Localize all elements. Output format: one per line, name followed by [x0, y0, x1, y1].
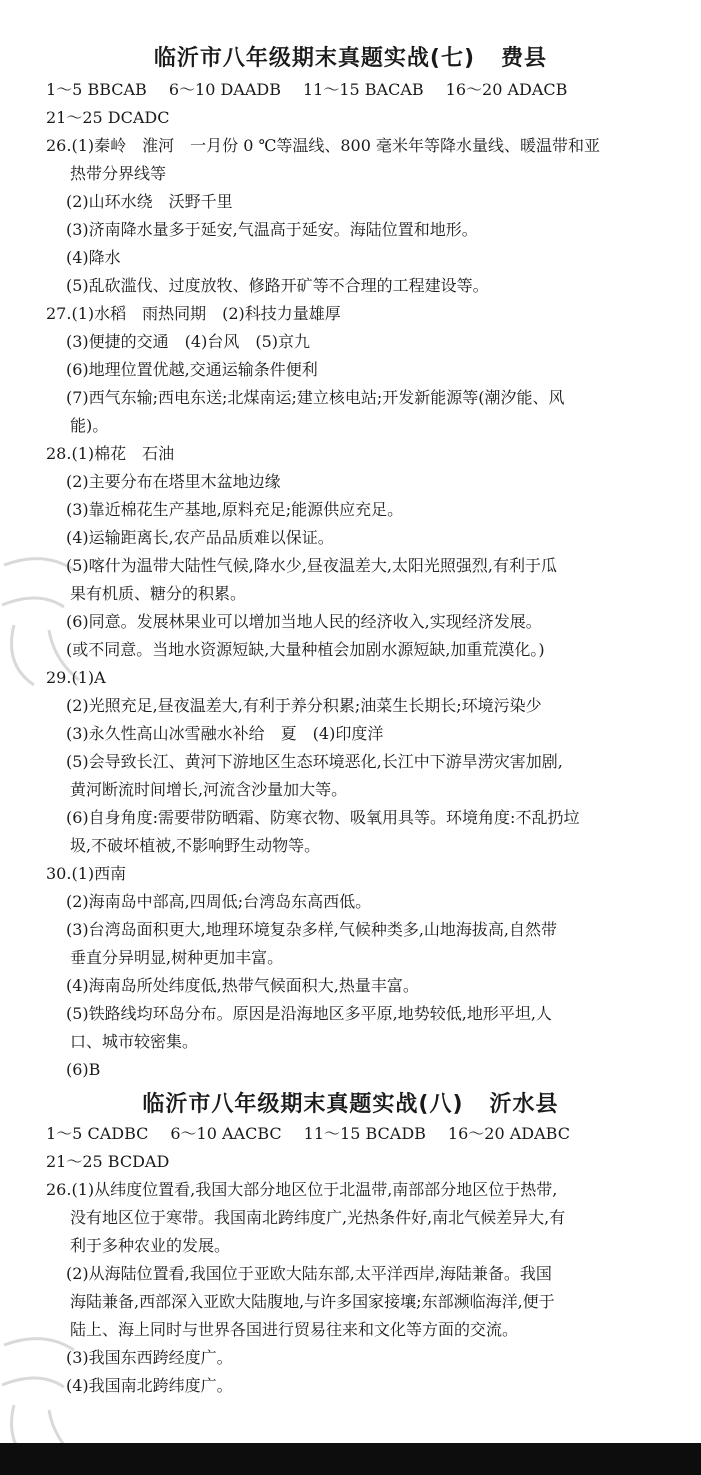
- mc-group: 1～5 CADBC: [46, 1124, 149, 1143]
- answer-line: (3)济南降水量多于延安,气温高于延安。海陆位置和地形。: [66, 220, 478, 239]
- answer-line: 28.(1)棉花 石油: [46, 444, 175, 463]
- section-7-title-text: 临沂市八年级期末真题实战(七): [153, 46, 476, 71]
- answer-line: (4)运输距离长,农产品品质难以保证。: [66, 528, 334, 547]
- section-8-county: 沂水县: [489, 1092, 559, 1117]
- section-7-mc-row-2: 21～25 DCADC: [46, 108, 170, 127]
- section-8-title: [0, 1090, 701, 1120]
- answer-line: (6)自身角度:需要带防晒霜、防寒衣物、吸氧用具等。环境角度:不乱扔垃: [66, 808, 580, 827]
- answer-line: 垂直分异明显,树种更加丰富。: [70, 948, 284, 967]
- section-7-mc-row: [46, 79, 589, 101]
- answer-line: 没有地区位于寒带。我国南北跨纬度广,光热条件好,南北气候差异大,有: [70, 1208, 566, 1227]
- answer-line: (4)海南岛所处纬度低,热带气候面积大,热量丰富。: [66, 976, 419, 995]
- answer-line: (2)主要分布在塔里木盆地边缘: [66, 472, 281, 491]
- answer-line: (2)海南岛中部高,四周低;台湾岛东高西低。: [66, 892, 372, 911]
- mc-group: 16～20 ADABC: [447, 1124, 570, 1143]
- mc-group: 6～10 DAADB: [168, 80, 281, 99]
- section-8-mc-row-2: 21～25 BCDAD: [46, 1152, 170, 1171]
- answer-line: 圾,不破坏植被,不影响野生动物等。: [70, 836, 321, 855]
- answer-line: (6)B: [66, 1060, 101, 1079]
- mc-group: 11～15 BCADB: [303, 1124, 426, 1143]
- answer-line: (4)降水: [66, 248, 121, 267]
- answer-line: (5)会导致长江、黄河下游地区生态环境恶化,长江中下游旱涝灾害加剧,: [66, 752, 563, 771]
- section-7-county: 费县: [501, 46, 548, 71]
- answer-line: 27.(1)水稻 雨热同期 (2)科技力量雄厚: [46, 304, 341, 323]
- answer-line: (3)永久性高山冰雪融水补给 夏 (4)印度洋: [66, 724, 384, 743]
- section-7-title: [0, 44, 701, 74]
- answer-line: (3)我国东西跨经度广。: [66, 1348, 233, 1367]
- answer-line: (3)台湾岛面积更大,地理环境复杂多样,气候种类多,山地海拔高,自然带: [66, 920, 558, 939]
- answer-line: (2)光照充足,昼夜温差大,有利于养分积累;油菜生长期长;环境污染少: [66, 696, 542, 715]
- answer-line: (3)靠近棉花生产基地,原料充足;能源供应充足。: [66, 500, 404, 519]
- answer-line: (5)乱砍滥伐、过度放牧、修路开矿等不合理的工程建设等。: [66, 276, 489, 295]
- answer-line: (6)地理位置优越,交通运输条件便利: [66, 360, 318, 379]
- answer-line: 能)。: [70, 416, 109, 435]
- mc-group: 6～10 AACBC: [170, 1124, 282, 1143]
- section-8-title-text: 临沂市八年级期末真题实战(八): [142, 1092, 464, 1117]
- answer-line: 26.(1)秦岭 淮河 一月份 0 ℃等温线、800 毫米年等降水量线、暖温带和亚: [46, 136, 600, 155]
- mc-group: 16～20 ADACB: [445, 80, 568, 99]
- section-8-mc-row: [46, 1123, 592, 1145]
- answer-line: (7)西气东输;西电东送;北煤南运;建立核电站;开发新能源等(潮汐能、风: [66, 388, 565, 407]
- answer-line: (或不同意。当地水资源短缺,大量种植会加剧水源短缺,加重荒漠化。): [66, 640, 545, 659]
- answer-line: 26.(1)从纬度位置看,我国大部分地区位于北温带,南部部分地区位于热带,: [46, 1180, 558, 1199]
- answer-line: 陆上、海上同时与世界各国进行贸易往来和文化等方面的交流。: [70, 1320, 519, 1339]
- answer-line: 口、城市较密集。: [70, 1032, 199, 1051]
- answer-line: 热带分界线等: [70, 164, 167, 183]
- answer-line: (6)同意。发展林果业可以增加当地人民的经济收入,实现经济发展。: [66, 612, 542, 631]
- answer-line: 利于多种农业的发展。: [70, 1236, 231, 1255]
- answer-line: (3)便捷的交通 (4)台风 (5)京九: [66, 332, 310, 351]
- answer-line: 海陆兼备,西部深入亚欧大陆腹地,与许多国家接壤;东部濒临海洋,便于: [70, 1292, 555, 1311]
- mc-group: 11～15 BACAB: [302, 80, 424, 99]
- answer-line: (5)喀什为温带大陆性气候,降水少,昼夜温差大,太阳光照强烈,有利于瓜: [66, 556, 558, 575]
- answer-line: (2)山环水绕 沃野千里: [66, 192, 233, 211]
- scan-edge-band: [0, 1443, 701, 1475]
- watermark-mark: [0, 545, 84, 695]
- answer-line: (5)铁路线均环岛分布。原因是沿海地区多平原,地势较低,地形平坦,人: [66, 1004, 552, 1023]
- answer-line: 黄河断流时间增长,河流含沙量加大等。: [70, 780, 348, 799]
- answer-line: (2)从海陆位置看,我国位于亚欧大陆东部,太平洋西岸,海陆兼备。我国: [66, 1264, 552, 1283]
- mc-group: 1～5 BBCAB: [46, 80, 147, 99]
- answer-line: (4)我国南北跨纬度广。: [66, 1376, 233, 1395]
- answer-line: 果有机质、糖分的积累。: [70, 584, 247, 603]
- answer-line: 30.(1)西南: [46, 864, 127, 883]
- answer-line: 29.(1)A: [46, 668, 106, 687]
